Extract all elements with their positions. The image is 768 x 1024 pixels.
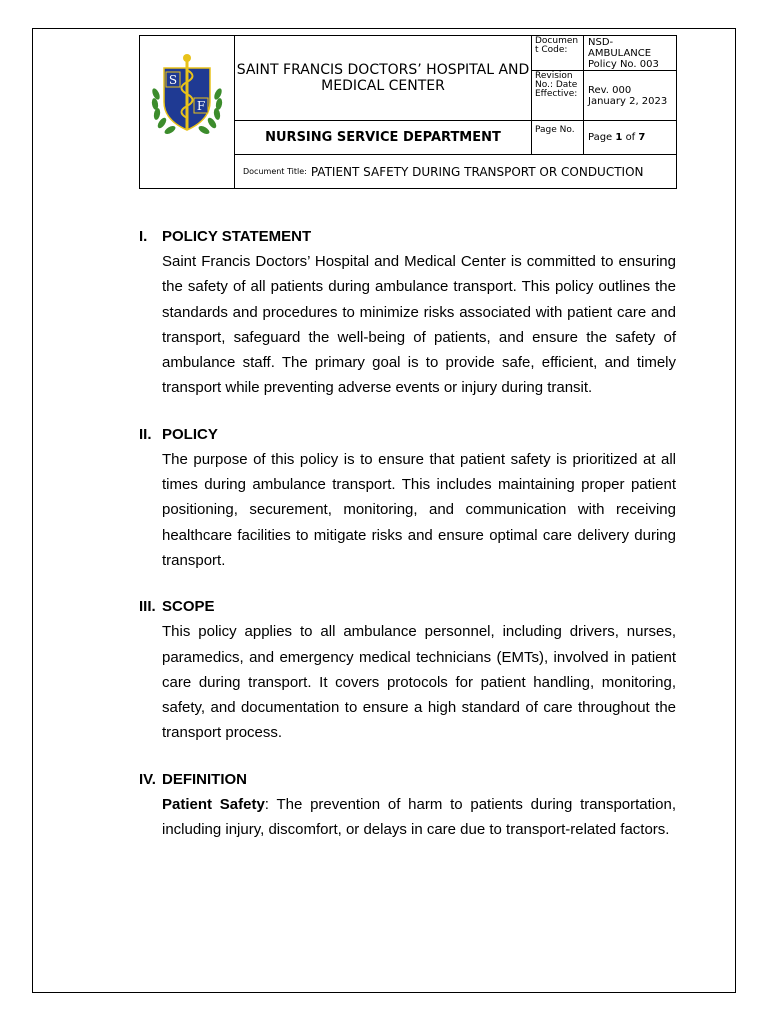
page-of: of — [625, 132, 636, 143]
definition-text: : The prevention of harm to patients during transportation, including injury, discomfort, or delays in care due to transport-related factors. — [162, 795, 676, 839]
section-body: The purpose of this policy is to ensure that patient safety is prioritized at all times during ambulance transport. This includes maintaining proper patient positioning, securement, monitoring, and communication with receiving healthcare facilities to mitigate risks and ensure optimal care delivery during transport. — [162, 450, 676, 569]
revision-date-label: Revision No.: Date Effective: — [532, 71, 584, 121]
logo-letter-s: S — [168, 73, 178, 87]
page-current: 1 — [615, 132, 623, 143]
section-heading — [139, 224, 676, 249]
document-header-table — [139, 35, 677, 189]
section-title: POLICY STATEMENT — [162, 228, 312, 245]
effective-date-value: January 2, 2023 — [588, 95, 668, 107]
section-policy — [139, 422, 676, 573]
section-scope — [139, 594, 676, 745]
document-title-row — [235, 155, 676, 188]
logo-cell — [140, 36, 235, 188]
document-body — [139, 224, 676, 863]
document-title-value: PATIENT SAFETY DURING TRANSPORT OR CONDUCTION — [310, 164, 644, 179]
section-heading — [139, 767, 676, 792]
department-name: NURSING SERVICE DEPARTMENT — [235, 121, 532, 155]
document-code-label: Document Code: — [532, 36, 584, 71]
revision-value: Rev. 000 — [588, 84, 632, 96]
section-body: Saint Francis Doctors’ Hospital and Medical Center is committed to ensuring the safety of all patients during ambulance transport. This policy outlines the standards and procedures to minimize risks associated with patient care and transport, safeguard the well-being of patients, and ensure the safety of ambulance staff. The primary goal is to provide safe, efficient, and timely transport while preventing adverse events or injury during transit. — [162, 253, 676, 397]
section-heading — [139, 594, 676, 619]
section-title: POLICY — [162, 425, 218, 443]
page-prefix: Page — [588, 132, 613, 143]
logo-letter-f: F — [196, 99, 206, 113]
section-title: DEFINITION — [162, 770, 247, 788]
page-number-label: Page No. — [532, 121, 584, 155]
definition-term: Patient Safety — [162, 795, 265, 813]
section-body — [162, 792, 676, 843]
hospital-name: SAINT FRANCIS DOCTORS’ HOSPITAL AND MEDICAL CENTER — [235, 36, 532, 121]
section-body: This policy applies to all ambulance personnel, including drivers, nurses, paramedics, and emergency medical technicians (EMTs), involved in patient care during transport. It covers protocols for patient handling, monitoring, safety, and documentation to ensure a high standard of care throughout the transport process. — [162, 623, 676, 742]
page-number-value — [584, 121, 676, 155]
section-title: SCOPE — [162, 598, 215, 616]
page-total: 7 — [638, 132, 646, 143]
document-code-value: NSD-AMBULANCE Policy No. 003 — [584, 36, 676, 71]
section-policy-statement — [139, 224, 676, 401]
section-number: III. — [139, 598, 156, 616]
section-number: I. — [139, 228, 148, 245]
hospital-logo — [146, 50, 228, 142]
section-number: II. — [139, 425, 152, 443]
section-number: IV. — [139, 770, 156, 788]
section-definition — [139, 767, 676, 843]
document-title-label: Document Title: — [243, 167, 307, 176]
revision-date-value — [584, 71, 676, 121]
section-heading — [139, 422, 676, 447]
